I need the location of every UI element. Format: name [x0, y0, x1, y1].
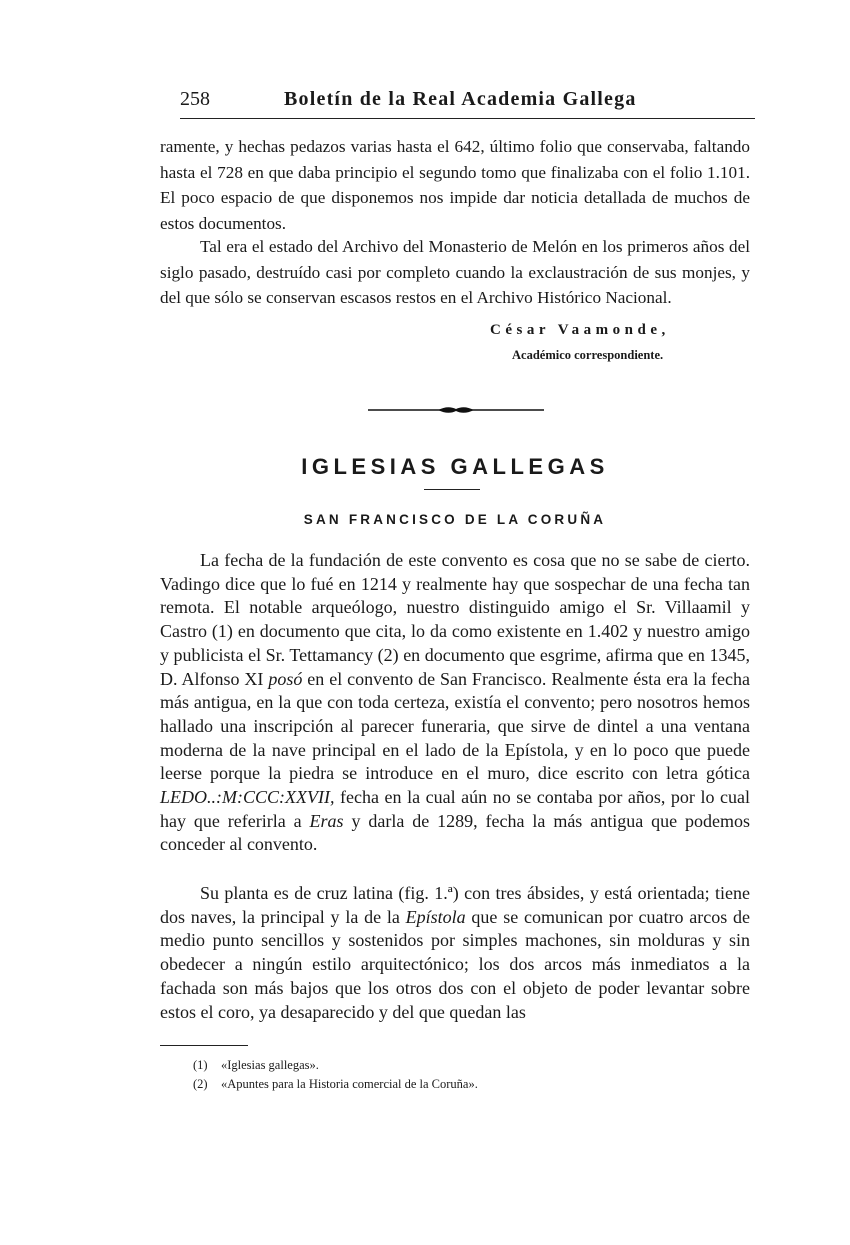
article-title: IGLESIAS GALLEGAS [301, 454, 609, 479]
running-title: Boletín de la Real Academia Gallega [284, 88, 637, 110]
title-rule [424, 489, 480, 490]
page-number: 258 [180, 88, 210, 110]
article-paragraph-2: Su planta es de cruz latina (fig. 1.ª) con tres ábsides, y está orientada; tiene dos naves, la principal y la de la Epístola que se comunican por cuatro arcos de medio punto sencillos y sostenidos por simples machones, sin molduras y sin obedecer a ningún estilo arquitectónico; los dos arcos más inmediatos a la fachada son más bajos que los otros dos con el objeto de poder levantar sobre estos el coro, ya desaparecido y del que quedan las [160, 883, 750, 1022]
footnote-1: (1) «Iglesias gallegas». [193, 1058, 319, 1072]
author-role: Académico correspondiente. [512, 348, 664, 362]
footnote-rule [160, 1045, 248, 1046]
previous-article-paragraph-2: Tal era el estado del Archivo del Monasterio de Melón en los primeros años del siglo pasado, destruído casi por completo cuando la exclaustración de sus monjes, y del que sólo se conservan escasos restos en el Archivo Histórico Nacional. [160, 237, 750, 307]
header-rule [180, 118, 755, 119]
running-header [180, 88, 755, 118]
author-signature: César Vaamonde, [490, 322, 670, 338]
previous-article-paragraph-1: ramente, y hechas pedazos varias hasta el 642, último folio que conservaba, faltando hasta el 728 en que daba principio el segundo tomo que finalizaba con el folio 1.101. El poco espacio de que disponemos nos impide dar noticia detallada de muchos de estos documentos. [160, 137, 750, 233]
footnote-2: (2) «Apuntes para la Historia comercial de la Coruña». [193, 1077, 478, 1091]
section-divider-ornament [368, 404, 544, 416]
article-paragraph-1: La fecha de la fundación de este convento es cosa que no se sabe de cierto. Vadingo dice que lo fué en 1214 y realmente hay que sospechar de una fecha tan remota. El notable arqueólogo, nuestro distinguido amigo el Sr. Villaamil y Castro (1) en documento que cita, lo da como existente en 1.402 y nuestro amigo y publicista el Sr. Tettamancy (2) en documento que esgrime, afirma que en 1345, D. Alfonso XI posó en el convento de San Francisco. Realmente ésta era la fecha más antigua, en la que con toda certeza, existía el convento; pero nosotros hemos hallado una inscripción al parecer funeraria, que sirve de dintel a una ventana moderna de la nave principal en el lado de la Epístola, y en lo poco que puede leerse porque la piedra se introduce en el muro, dice escrito con letra gótica LEDO..:M:CCC:XXVII, fecha en la cual aún no se contaba por años, por lo cual hay que referirla a Eras y darla de 1289, fecha la más antigua que podemos conceder al convento. [160, 550, 750, 855]
article-subtitle: SAN FRANCISCO DE LA CORUÑA [303, 512, 607, 527]
